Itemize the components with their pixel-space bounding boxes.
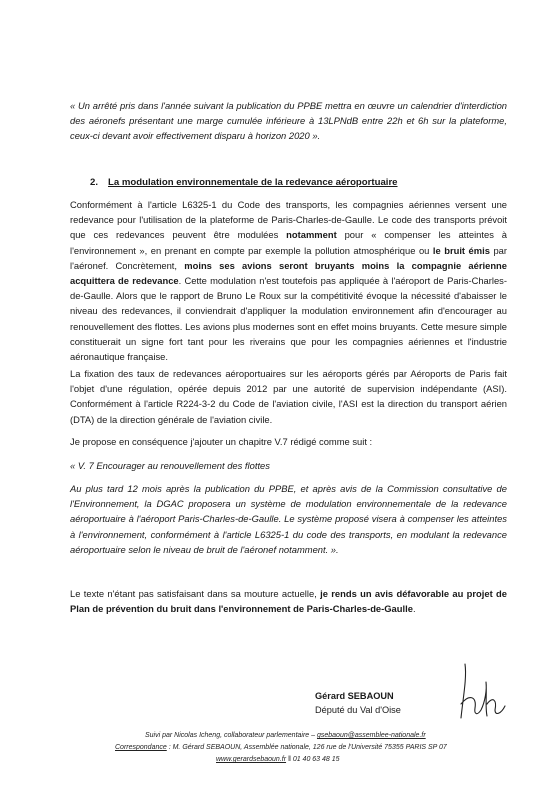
para1-bold-1: notamment: [286, 229, 337, 241]
conclusion-text-2: .: [412, 603, 416, 615]
paragraph-regulation: La fixation des taux de redevances aéroportuaires sur les aéroports gérés par Aéroports de Paris fait l'objet d'une régulation, opérée depuis 2012 par une autorité de supervision indépendante (ASI). Conformément à l'article R224-3-2 du Code de l'aviation civile, l'ASI est la direction du transport aérien (DTA) de la direction générale de l'aviation civile.: [70, 368, 507, 425]
footer-contact: [145, 731, 426, 741]
paragraph-redevance: [70, 197, 507, 364]
para1-text-1: Conformément à l'article L6325-1 du Code des transports, les compagnies aériennes versent une redevance pour l'utilisation de la plateforme de Paris-Charles-de-Gaulle. Le code des transports prévoit que ces redevances peuvent être modulées: [70, 199, 507, 241]
footer-address: [115, 743, 447, 753]
conclusion-text-1: Le texte n'étant pas satisfaisant dans sa mouture actuelle,: [70, 588, 321, 599]
footer-phone: ‖ 01 40 63 48 15: [286, 756, 340, 763]
footer-website: [216, 755, 340, 765]
handwritten-signature: [455, 660, 515, 722]
signatory-name: Gérard SEBAOUN: [315, 691, 394, 701]
quote-intro: « Un arrêté pris dans l'année suivant la publication du PPBE mettra en œuvre un calendrier d'interdiction des aéronefs présentant une marge cumulée inférieure à 13LPNdB entre 22h et 6h sur la plateforme, ceux-ci devant avoir effectivement disparu à horizon 2020 ».: [70, 100, 507, 142]
section-title: La modulation environnementale de la redevance aéroportuaire: [108, 177, 398, 188]
footer-email-link[interactable]: gsebaoun@assemblee-nationale.fr: [316, 732, 426, 739]
chapter-body: Au plus tard 12 mois après la publication du PPBE, et après avis de la Commission consultative de l'Environnement, la DGAC proposera un système de modulation environnementale de la redevance aéroportuaire à l'aéroport Paris-Charles-de-Gaulle. Le système proposé visera à compenser les atteintes à l'environnement, conformément à l'article L6325-1 du code des transports, en modulant la redevance aéroportuaire selon le niveau de bruit de l'aéronef notamment. ».: [70, 483, 507, 555]
para1-bold-2: le bruit émis: [432, 244, 490, 256]
footer-website-link[interactable]: www.gerardsebaoun.fr: [216, 756, 287, 763]
section-heading: [90, 176, 398, 190]
section-number: 2.: [90, 177, 99, 188]
para1-text-2: pour « compenser les atteintes à l'environnement », en prenant en compte par exemple la pollution atmosphérique ou: [70, 229, 507, 256]
footer-contact-text: Suivi par Nicolas Icheng, collaborateur parlementaire –: [145, 732, 317, 739]
footer-address-text: : M. Gérard SEBAOUN, Assemblée nationale, 126 rue de l'Université 75355 PARIS SP 07: [166, 744, 447, 751]
conclusion-bold: je rends un avis défavorable au projet de Plan de prévention du bruit dans l'environnement de Paris-Charles-de-Gaulle: [70, 588, 507, 615]
chapter-title: « V. 7 Encourager au renouvellement des flottes: [70, 460, 270, 471]
paragraph-proposal: Je propose en conséquence j'ajouter un chapitre V.7 rédigé comme suit :: [70, 436, 373, 447]
para1-text-4: . Cette modulation n'est toutefois pas appliquée à l'aéroport de Paris-Charles-de-Gaulle. Alors que le rapport de Bruno Le Roux sur la compétitivité évoque la nécessité d'abaisser le niveau des redevances, il conviendrait d'appliquer la modulation environnement afin d'encourager au renouvellement des flottes. Les avions plus modernes sont en effet moins bruyants. Cette mesure simple constituerait un signe fort tant pour les riverains que pour les compagnies aériennes et l'industrie aéronautique française.: [70, 275, 507, 363]
signatory-role: Député du Val d'Oise: [315, 705, 401, 715]
footer-address-label: Correspondance: [115, 744, 167, 751]
conclusion-paragraph: [70, 586, 507, 616]
para1-text-3: par l'aéronef. Concrètement,: [70, 244, 507, 271]
para1-bold-3: moins ses avions seront bruyants moins la compagnie aérienne acquittera de redevance: [70, 259, 507, 287]
